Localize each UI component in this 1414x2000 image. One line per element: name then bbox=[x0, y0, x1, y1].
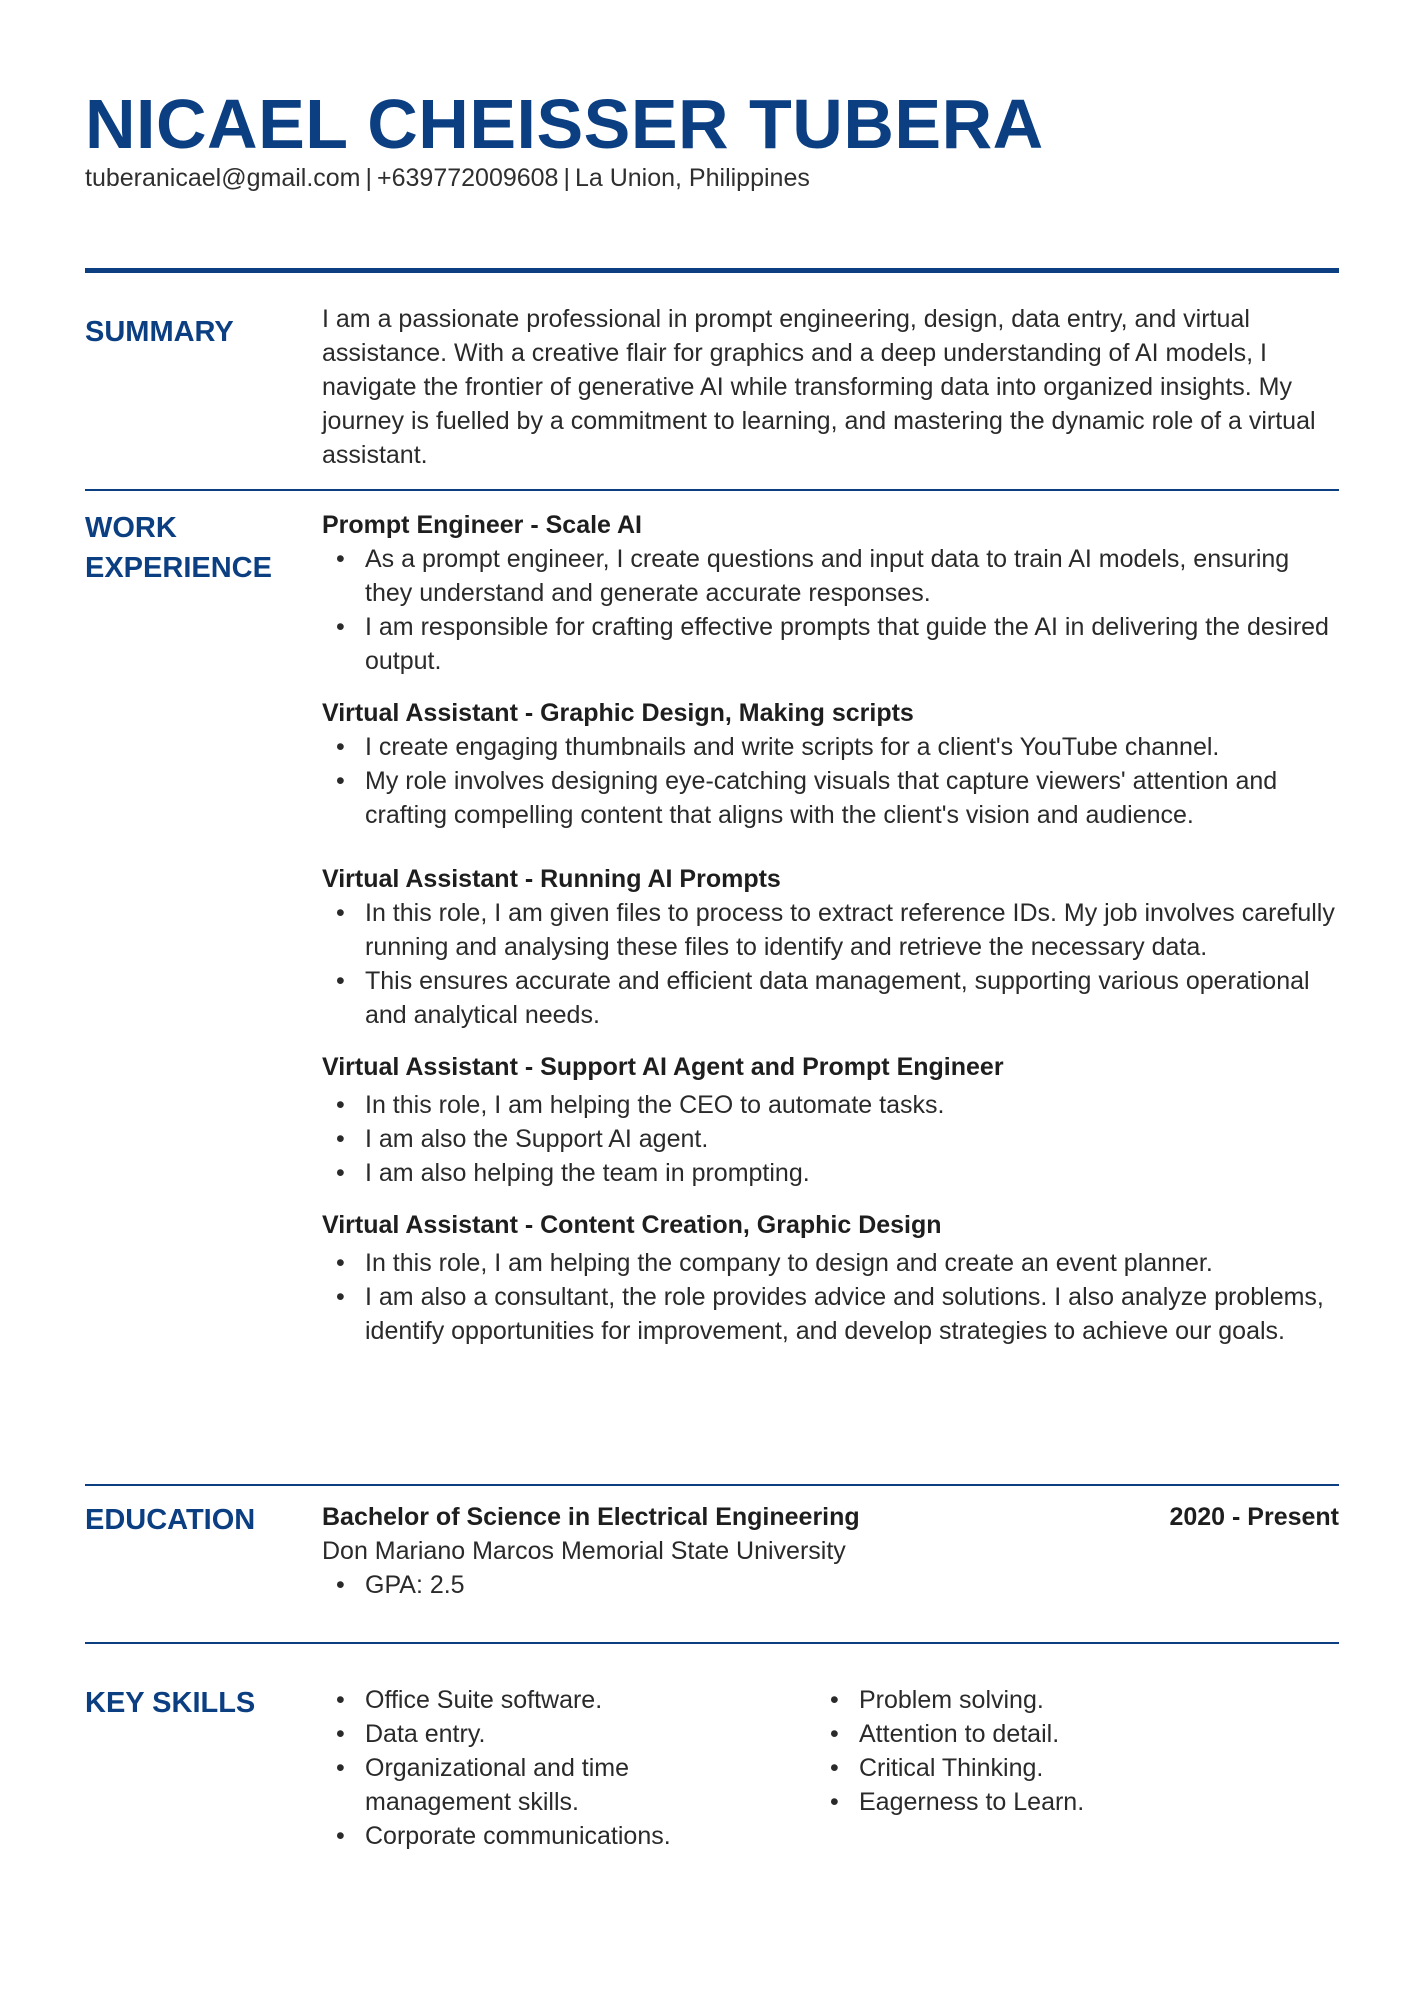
contact-separator: | bbox=[365, 164, 373, 192]
skill-item: • Organizational and time management skills. bbox=[322, 1751, 662, 1819]
job-bullets bbox=[322, 542, 1339, 678]
job-entry bbox=[322, 1050, 1339, 1190]
skill-item: • Office Suite software. bbox=[322, 1683, 816, 1717]
job-bullet: • I create engaging thumbnails and write scripts for a client's YouTube channel. bbox=[322, 730, 1339, 764]
work-title bbox=[85, 508, 305, 588]
summary-text: I am a passionate professional in prompt engineering, design, data entry, and virtual assistance. With a creative flair for graphics and a deep understanding of AI models, I navigate the frontier of generative AI while transforming data into organized insights. My journey is fuelled by a commitment to learning, and mastering the dynamic role of a virtual assistant. bbox=[322, 305, 1316, 469]
job-bullet: • In this role, I am helping the company to design and create an event planner. bbox=[322, 1246, 1339, 1280]
education-degree: Bachelor of Science in Electrical Engineering bbox=[322, 1503, 860, 1531]
skills-body bbox=[322, 1683, 1339, 1853]
contact-location: La Union, Philippines bbox=[574, 164, 810, 192]
contact-phone: +639772009608 bbox=[377, 164, 559, 192]
education-title: EDUCATION bbox=[85, 1504, 256, 1536]
section-divider bbox=[85, 1484, 1339, 1486]
skills-column-right bbox=[816, 1683, 1310, 1853]
job-bullet: • I am also a consultant, the role provides advice and solutions. I also analyze problems, identify opportunities for improvement, and develop strategies to achieve our goals. bbox=[322, 1280, 1339, 1348]
skill-item: • Problem solving. bbox=[816, 1683, 1310, 1717]
job-title: Prompt Engineer - Scale AI bbox=[322, 511, 642, 539]
job-title: Virtual Assistant - Support AI Agent and Prompt Engineer bbox=[322, 1053, 1004, 1081]
job-bullets bbox=[322, 896, 1339, 1032]
job-entry bbox=[322, 696, 1339, 832]
contact-separator: | bbox=[563, 164, 570, 192]
summary-title: SUMMARY bbox=[85, 316, 234, 348]
header-divider bbox=[85, 268, 1339, 273]
job-title: Virtual Assistant - Graphic Design, Making scripts bbox=[322, 699, 914, 727]
job-entry bbox=[322, 862, 1339, 1032]
skill-item: • Corporate communications. bbox=[322, 1819, 816, 1853]
resume-header bbox=[85, 85, 1044, 193]
education-dates: 2020 - Present bbox=[1169, 1503, 1339, 1531]
education-bullets bbox=[322, 1568, 1339, 1602]
section-divider bbox=[85, 489, 1339, 491]
skills-list bbox=[322, 1683, 816, 1853]
job-bullet: • In this role, I am given files to process to extract reference IDs. My job involves carefully running and analysing these files to identify and retrieve the necessary data. bbox=[322, 896, 1339, 964]
skill-item: • Data entry. bbox=[322, 1717, 816, 1751]
education-bullet: • GPA: 2.5 bbox=[322, 1568, 1339, 1602]
work-title-line: WORK bbox=[85, 512, 177, 544]
skill-item: • Critical Thinking. bbox=[816, 1751, 1310, 1785]
job-title: Virtual Assistant - Content Creation, Graphic Design bbox=[322, 1211, 942, 1239]
skills-title: KEY SKILLS bbox=[85, 1687, 256, 1719]
job-bullets bbox=[322, 1246, 1339, 1348]
skills-columns bbox=[322, 1683, 1339, 1853]
job-bullet: • I am responsible for crafting effective prompts that guide the AI in delivering the desired output. bbox=[322, 610, 1339, 678]
education-body bbox=[322, 1500, 1339, 1602]
education-header-row bbox=[322, 1500, 1339, 1534]
job-entry bbox=[322, 508, 1339, 678]
job-bullet: • In this role, I am helping the CEO to automate tasks. bbox=[322, 1088, 1339, 1122]
job-bullets bbox=[322, 730, 1339, 832]
work-title-line: EXPERIENCE bbox=[85, 552, 272, 584]
job-title: Virtual Assistant - Running AI Prompts bbox=[322, 865, 781, 893]
candidate-name: NICAEL CHEISSER TUBERA bbox=[85, 85, 1044, 163]
skill-item: • Eagerness to Learn. bbox=[816, 1785, 1310, 1819]
job-bullets bbox=[322, 1088, 1339, 1190]
job-bullet: • I am also the Support AI agent. bbox=[322, 1122, 1339, 1156]
job-bullet: • As a prompt engineer, I create questions and input data to train AI models, ensuring they understand and generate accurate responses. bbox=[322, 542, 1339, 610]
job-bullet: • I am also helping the team in prompting. bbox=[322, 1156, 1339, 1190]
contact-email: tuberanicael@gmail.com bbox=[85, 164, 361, 192]
skills-column-left bbox=[322, 1683, 816, 1853]
education-school: Don Mariano Marcos Memorial State University bbox=[322, 1537, 846, 1565]
skills-list bbox=[816, 1683, 1310, 1819]
skill-item: • Attention to detail. bbox=[816, 1717, 1310, 1751]
contact-line bbox=[85, 164, 1044, 193]
section-divider bbox=[85, 1642, 1339, 1644]
job-bullet: • This ensures accurate and efficient data management, supporting various operational and analytical needs. bbox=[322, 964, 1339, 1032]
job-entry bbox=[322, 1208, 1339, 1348]
work-list bbox=[322, 508, 1339, 1366]
job-bullet: • My role involves designing eye-catching visuals that capture viewers' attention and crafting compelling content that aligns with the client's vision and audience. bbox=[322, 764, 1339, 832]
